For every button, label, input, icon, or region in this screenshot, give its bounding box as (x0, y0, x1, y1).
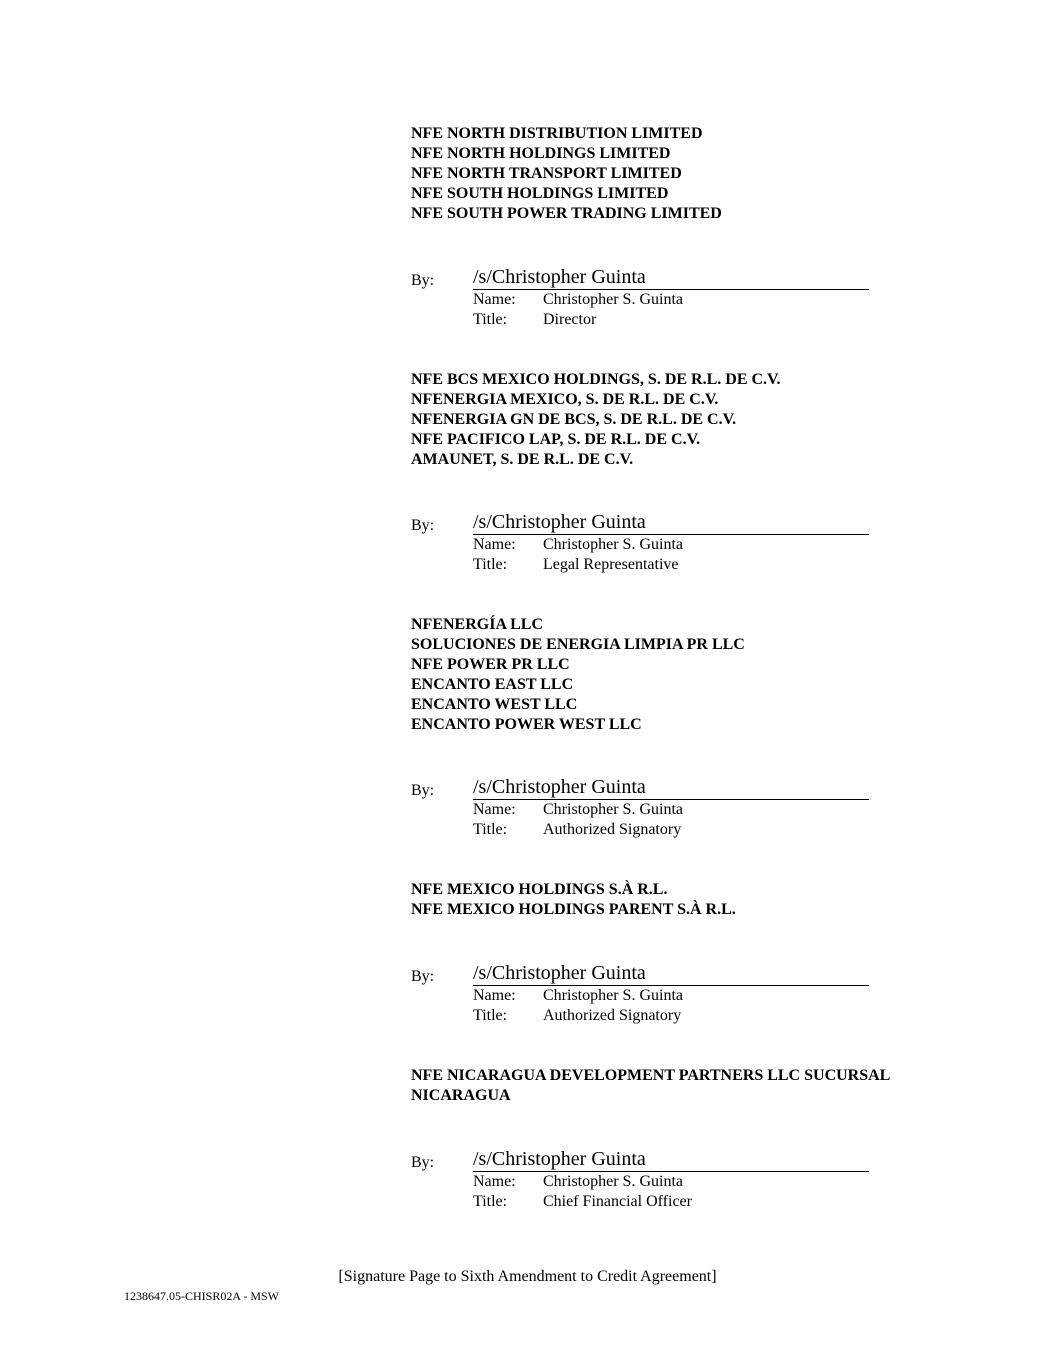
name-label: Name: (473, 1173, 516, 1190)
by-label: By: (411, 968, 435, 985)
signer-name-row (473, 535, 683, 555)
entity-name: NFE POWER PR LLC (411, 656, 570, 673)
signer-name-row (473, 800, 683, 820)
signature-line: /s/Christopher Guinta (473, 511, 869, 535)
entity-name: SOLUCIONES DE ENERGIA LIMPIA PR LLC (411, 636, 745, 653)
signature-block-5 (411, 1148, 871, 1218)
entity-name: NFE NORTH DISTRIBUTION LIMITED (411, 125, 703, 142)
entity-name: NFE BCS MEXICO HOLDINGS, S. DE R.L. DE C.V. (411, 371, 781, 388)
entity-name: NFENERGÍA LLC (411, 616, 544, 633)
document-id: 1238647.05-CHISR02A - MSW (124, 1289, 280, 1303)
entity-name: NFE NICARAGUA DEVELOPMENT PARTNERS LLC SUCURSAL (411, 1067, 891, 1084)
entity-name: ENCANTO POWER WEST LLC (411, 716, 642, 733)
signature-block-1 (411, 266, 871, 336)
entity-name: NFE NORTH HOLDINGS LIMITED (411, 145, 671, 162)
signer-title: Director (543, 311, 597, 328)
signer-title-row (473, 310, 596, 330)
signer-name: Christopher S. Guinta (543, 987, 683, 1004)
by-label: By: (411, 517, 435, 534)
name-label: Name: (473, 801, 516, 818)
entity-group-5 (411, 1066, 951, 1106)
title-label: Title: (473, 821, 508, 838)
signature-line: /s/Christopher Guinta (473, 1148, 869, 1172)
title-label: Title: (473, 556, 508, 573)
entity-name: AMAUNET, S. DE R.L. DE C.V. (411, 451, 634, 468)
signer-title-row (473, 555, 679, 575)
title-label: Title: (473, 311, 508, 328)
signer-title-row (473, 1006, 681, 1026)
title-label: Title: (473, 1007, 508, 1024)
entity-name: NFE SOUTH POWER TRADING LIMITED (411, 205, 722, 222)
by-label: By: (411, 272, 435, 289)
signer-name: Christopher S. Guinta (543, 536, 683, 553)
signature-line: /s/Christopher Guinta (473, 776, 869, 800)
signer-name-row (473, 1172, 683, 1192)
entity-name: ENCANTO EAST LLC (411, 676, 574, 693)
signer-name-row (473, 986, 683, 1006)
signer-name: Christopher S. Guinta (543, 1173, 683, 1190)
signature-block-4 (411, 962, 871, 1032)
signer-title: Authorized Signatory (543, 821, 682, 838)
entity-name: NFE SOUTH HOLDINGS LIMITED (411, 185, 669, 202)
signature-line: /s/Christopher Guinta (473, 962, 869, 986)
signer-title: Authorized Signatory (543, 1007, 682, 1024)
signature-block-2 (411, 511, 871, 581)
name-label: Name: (473, 291, 516, 308)
entity-name: ENCANTO WEST LLC (411, 696, 578, 713)
entity-name: NFE NORTH TRANSPORT LIMITED (411, 165, 682, 182)
entity-group-3 (411, 615, 951, 735)
entity-name: NFE PACIFICO LAP, S. DE R.L. DE C.V. (411, 431, 701, 448)
name-label: Name: (473, 536, 516, 553)
signer-name: Christopher S. Guinta (543, 801, 683, 818)
title-label: Title: (473, 1193, 508, 1210)
signature-line: /s/Christopher Guinta (473, 266, 869, 290)
entity-name: NFENERGIA GN DE BCS, S. DE R.L. DE C.V. (411, 411, 737, 428)
entity-name: NFE MEXICO HOLDINGS PARENT S.À R.L. (411, 901, 736, 918)
entity-name: NFENERGIA MEXICO, S. DE R.L. DE C.V. (411, 391, 719, 408)
signer-name-row (473, 290, 683, 310)
signer-title: Chief Financial Officer (543, 1193, 692, 1210)
signature-block-3 (411, 776, 871, 846)
page-caption: [Signature Page to Sixth Amendment to Credit Agreement] (338, 1268, 717, 1285)
entity-group-2 (411, 370, 951, 470)
signer-title: Legal Representative (543, 556, 679, 573)
entity-name: NICARAGUA (411, 1087, 511, 1104)
signer-title-row (473, 1192, 692, 1212)
by-label: By: (411, 1154, 435, 1171)
entity-group-4 (411, 880, 951, 920)
entity-name: NFE MEXICO HOLDINGS S.À R.L. (411, 881, 668, 898)
entity-group-1 (411, 124, 951, 224)
signer-title-row (473, 820, 681, 840)
name-label: Name: (473, 987, 516, 1004)
signer-name: Christopher S. Guinta (543, 291, 683, 308)
by-label: By: (411, 782, 435, 799)
